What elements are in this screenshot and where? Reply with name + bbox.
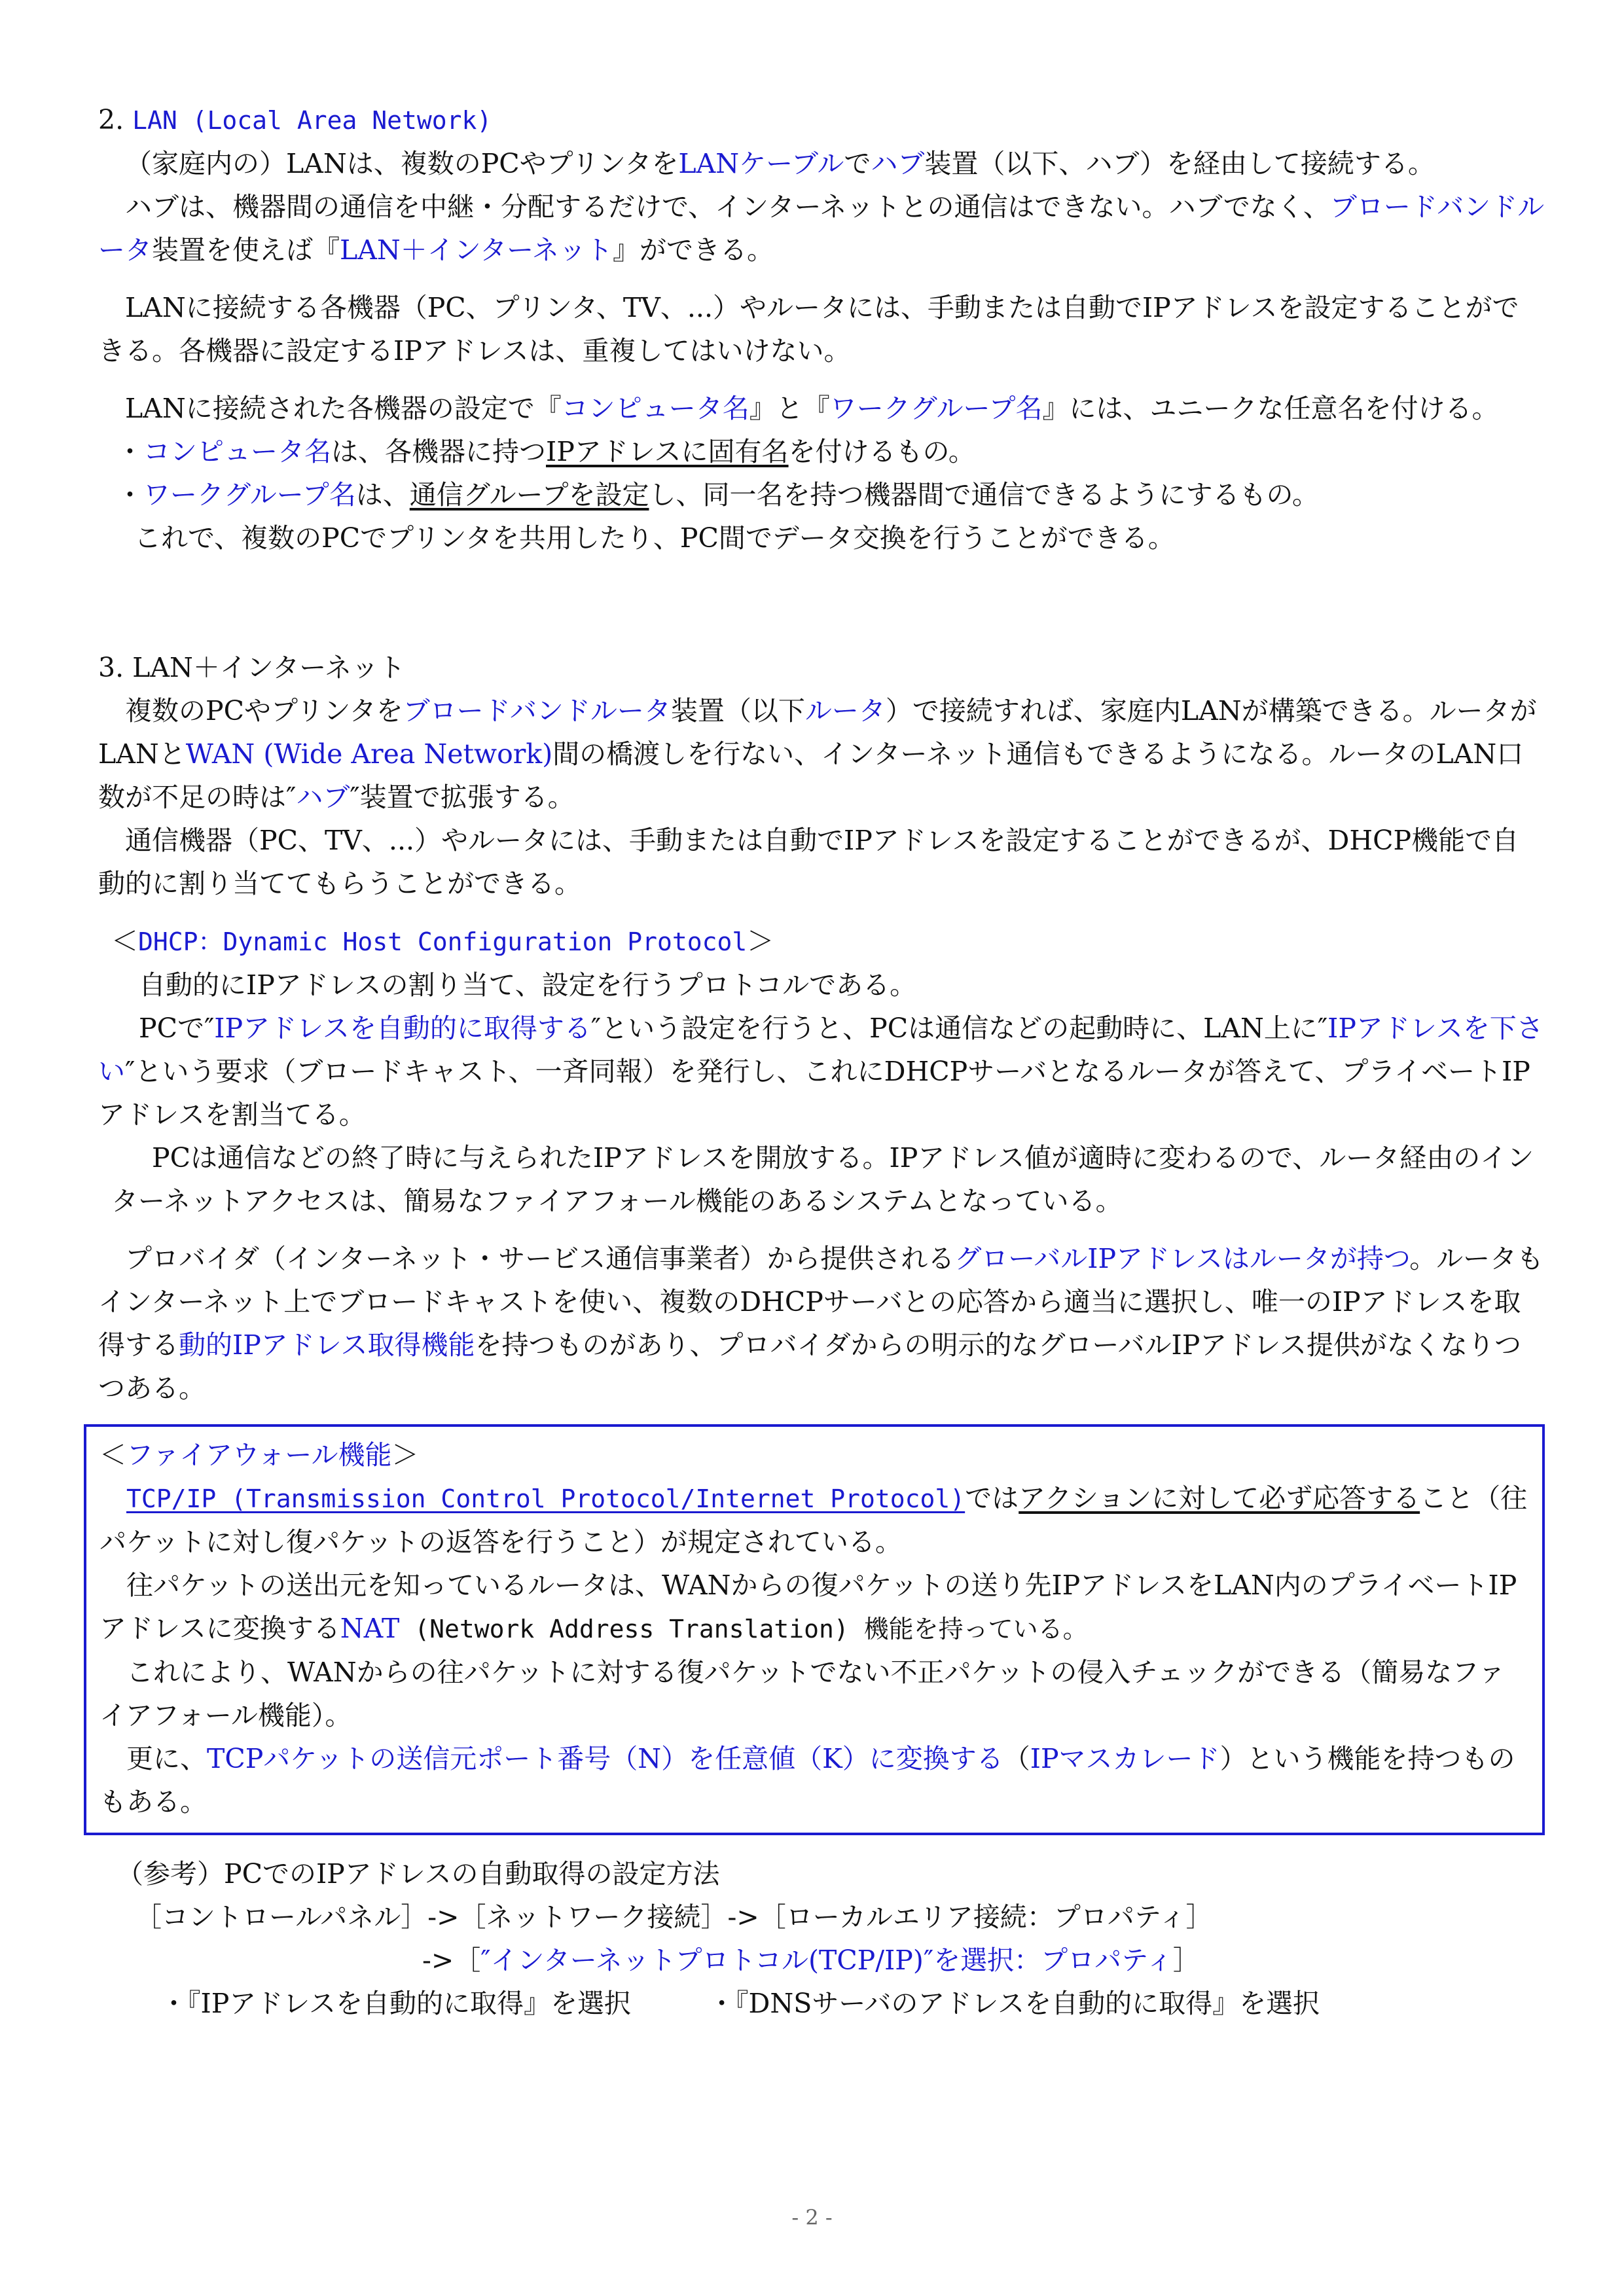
text: 』ができる。 <box>613 234 774 266</box>
section-3-heading: 3. LAN＋インターネット <box>98 652 406 683</box>
link-port-translation[interactable]: TCPパケットの送信元ポート番号（N）を任意値（K）に変換する <box>207 1743 1003 1774</box>
text: 間の橋渡しを行ない、インターネット通信もできるようになる。ルータのLAN口数が不足の時は″ <box>98 738 1524 813</box>
text: ）で接続すれば、家庭内LANが構築できる。ルータがLANと <box>98 695 1537 770</box>
text: PCで″ <box>139 1013 215 1044</box>
paragraph <box>99 1564 1529 1651</box>
text: 装置を使えば『 <box>152 234 340 266</box>
text: を付けるもの。 <box>788 436 975 467</box>
link-workgroup-name[interactable]: ワークグループ名 <box>143 479 356 511</box>
option-auto-dns: ・『DNSサーバのアドレスを自動的に取得』を選択 <box>708 1988 1320 2019</box>
text: 複数のPCやプリンタを <box>125 695 403 726</box>
link-router[interactable]: ルータ <box>804 695 886 726</box>
bullet-item <box>98 473 1545 516</box>
link-computer-name[interactable]: コンピュータ名 <box>143 436 331 467</box>
text: を持つものがあり、プロバイダからの明示的なグローバルIPアドレス提供がなくなりつつある。 <box>98 1329 1522 1404</box>
option-auto-ip: ・『IPアドレスを自動的に取得』を選択 <box>160 1988 632 2019</box>
text: 装置（以下、ハブ）を経由して接続する。 <box>924 148 1435 179</box>
paragraph <box>98 142 1545 185</box>
text: は、 <box>355 479 410 511</box>
text: ″という要求（ブロードキャスト、一斉同報）を発行し、これにDHCPサーバとなるルータが答えて、プライベートIPアドレスを割当てる。 <box>98 1056 1530 1130</box>
text: ハブは、機器間の通信を中継・分配するだけで、インターネットとの通信はできない。ハブでなく、 <box>125 191 1330 223</box>
section-2-heading <box>98 98 1545 142</box>
text: こと（往パケットに対し復パケットの返答を行うこと）が規定されている。 <box>99 1482 1528 1558</box>
text: （ <box>1003 1743 1030 1774</box>
reference-step-1: ［コントロールパネル］->［ネットワーク接続］->［ローカルエリア接続：プロパティ］ <box>135 1901 1213 1933</box>
paragraph <box>98 1237 1545 1410</box>
text: し、同一名を持つ機器間で通信できるようにするもの。 <box>649 479 1319 511</box>
link-dynamic-ip[interactable]: 動的IPアドレス取得機能 <box>179 1329 475 1361</box>
paragraph <box>98 387 1545 430</box>
text: 往パケットの送出元を知っているルータは、WANからの復パケットの送り先IPアドレスをLAN内のプライベートIPアドレスに変換する <box>99 1570 1517 1644</box>
document-page <box>98 98 1545 2025</box>
bracket: ＞ <box>747 925 774 957</box>
text: 』には、ユニークな任意名を付ける。 <box>1042 393 1499 424</box>
text: プロバイダ（インターネット・サービス通信事業者）から提供される <box>125 1243 955 1274</box>
link-lan-internet[interactable]: LAN＋インターネット <box>340 234 613 266</box>
text: で <box>844 148 871 179</box>
link-auto-ip[interactable]: IPアドレスを自動的に取得する <box>214 1013 591 1044</box>
bullet-item <box>98 430 1545 473</box>
link-wan[interactable]: WAN (Wide Area Network) <box>185 738 553 770</box>
bullet-dot: ・ <box>117 436 143 467</box>
dhcp-heading <box>98 920 1545 963</box>
text: ″という設定を行うと、PCは通信などの起動時に、LAN上に″ <box>590 1013 1328 1044</box>
link-hub[interactable]: ハブ <box>296 781 350 813</box>
reference-step-2 <box>98 1939 1545 1982</box>
link-lan-cable[interactable]: LANケーブル <box>678 148 844 179</box>
firewall-heading <box>99 1433 1529 1477</box>
paragraph: LANに接続する各機器（PC、プリンタ、TV、...）やルータには、手動または自動でIPアドレスを設定することができる。各機器に設定するIPアドレスは、重複してはいけない。 <box>98 292 1519 367</box>
link-nat[interactable]: NAT <box>340 1613 400 1644</box>
bracket: ＞ <box>391 1439 419 1471</box>
link-tcp-ip[interactable]: TCP/IP (Transmission_Control_Protocol/Internet_Protocol) <box>126 1484 965 1513</box>
text: ］ <box>1172 1945 1200 1976</box>
text: ）という機能を持つものもある。 <box>99 1743 1515 1818</box>
paragraph: PCは通信などの終了時に与えられたIPアドレスを開放する。IPアドレス値が適時に変わるので、ルータ経由のインターネットアクセスは、簡易なファイアフォール機能のあるシステムとなっている。 <box>111 1142 1534 1217</box>
link-global-ip[interactable]: グローバルIPアドレスはルータが持つ <box>954 1243 1410 1274</box>
paragraph <box>99 1737 1529 1823</box>
paragraph <box>98 689 1545 819</box>
section-title-link[interactable]: LAN (Local Area Network) <box>132 106 492 135</box>
link-firewall[interactable]: ファイアウォール機能 <box>126 1439 392 1471</box>
text: 装置（以下 <box>670 695 805 726</box>
text: は、各機器に持つ <box>331 436 546 467</box>
link-tcp-ip-select[interactable]: ″インターネットプロトコル(TCP/IP)″を選択：プロパティ <box>480 1945 1173 1976</box>
paragraph <box>98 185 1545 272</box>
text: （家庭内の）LANは、複数のPCやプリンタを <box>125 148 679 179</box>
text: 。ルータもインターネット上でブロードキャストを使い、複数のDHCPサーバとの応答から適当に選択し、唯一のIPアドレスを取得する <box>98 1243 1544 1361</box>
link-ip-request[interactable]: IPアドレスを下さい <box>98 1013 1543 1087</box>
underlined-text: アクションに対して必ず応答する <box>1019 1482 1420 1514</box>
firewall-box <box>84 1424 1545 1835</box>
text: 更に、 <box>126 1743 207 1774</box>
reference-title: （参考）PCでのIPアドレスの自動取得の設定方法 <box>117 1858 720 1890</box>
text: では <box>965 1482 1019 1514</box>
link-computer-name[interactable]: コンピュータ名 <box>561 393 749 424</box>
text: (Network Address Translation) 機能を持っている。 <box>399 1615 1088 1643</box>
text: LANに接続された各機器の設定で『 <box>125 393 562 424</box>
link-hub[interactable]: ハブ <box>871 148 925 179</box>
link-workgroup-name[interactable]: ワークグループ名 <box>829 393 1043 424</box>
paragraph <box>99 1477 1529 1564</box>
paragraph: これにより、WANからの往パケットに対する復パケットでない不正パケットの侵入チェックができる（簡易なファイアフォール機能）。 <box>99 1657 1506 1731</box>
section-number: 2. <box>98 104 133 135</box>
text: 』と『 <box>749 393 830 424</box>
text: ->［ <box>422 1945 481 1976</box>
underlined-text: IPアドレスに固有名 <box>546 436 789 467</box>
paragraph: 自動的にIPアドレスの割り当て、設定を行うプロトコルである。 <box>139 969 917 1001</box>
link-broadband-router[interactable]: ブロードバンドルータ <box>403 695 671 726</box>
link-ip-masquerade[interactable]: IPマスカレード <box>1030 1743 1220 1774</box>
paragraph <box>98 1007 1545 1136</box>
bracket: ＜ <box>99 1439 126 1471</box>
link-broadband-router[interactable]: ブロードバンドルータ <box>98 191 1545 266</box>
paragraph: 通信機器（PC、TV、...）やルータには、手動または自動でIPアドレスを設定することができるが、DHCP機能で自動的に割り当ててもらうことができる。 <box>98 825 1519 899</box>
reference-section <box>98 1852 1545 2025</box>
underlined-text: 通信グループを設定 <box>409 479 649 511</box>
reference-options <box>98 1982 1545 2025</box>
bracket: ＜ <box>111 925 138 957</box>
link-dhcp[interactable]: DHCP：Dynamic Host Configuration Protocol <box>138 927 748 956</box>
text: ″装置で拡張する。 <box>350 781 575 813</box>
paragraph: これで、複数のPCでプリンタを共用したり、PC間でデータ交換を行うことができる。 <box>134 522 1175 554</box>
bullet-dot: ・ <box>117 479 143 511</box>
page-number: - 2 - <box>791 2205 833 2230</box>
